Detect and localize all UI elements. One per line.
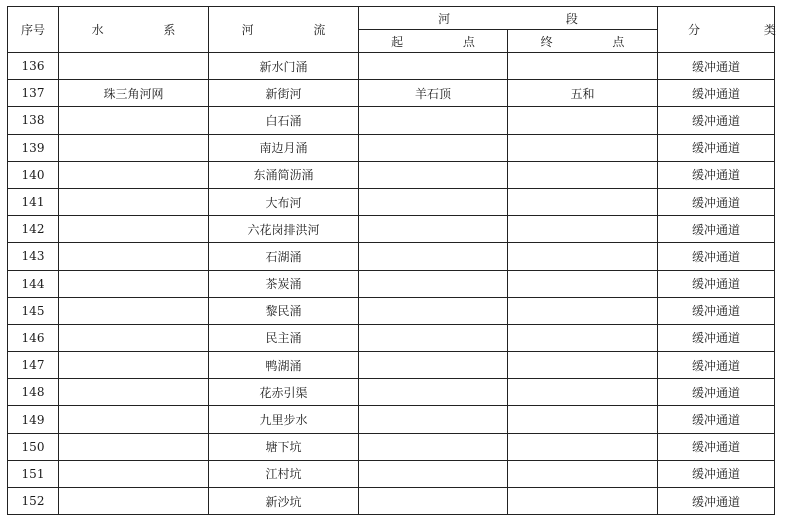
cell-seq: 151: [8, 460, 59, 487]
header-section: 河 段: [359, 7, 658, 30]
cell-category: 缓冲通道: [658, 107, 775, 134]
cell-category: 缓冲通道: [658, 216, 775, 243]
cell-category: 缓冲通道: [658, 80, 775, 107]
cell-seq: 149: [8, 406, 59, 433]
cell-start: [359, 107, 508, 134]
cell-river: 新沙坑: [209, 488, 359, 515]
table-row: [8, 107, 775, 134]
cell-end: [508, 188, 658, 215]
cell-end: [508, 270, 658, 297]
table-row: [8, 80, 775, 107]
cell-water-system: [59, 270, 209, 297]
table-row: [8, 270, 775, 297]
cell-seq: 138: [8, 107, 59, 134]
cell-seq: 144: [8, 270, 59, 297]
cell-category: 缓冲通道: [658, 161, 775, 188]
cell-water-system: [59, 53, 209, 80]
cell-water-system: 珠三角河网: [59, 80, 209, 107]
cell-river: 六花岗排洪河: [209, 216, 359, 243]
cell-river: 鸭湖涌: [209, 352, 359, 379]
river-table: [7, 6, 806, 515]
header-seq: 序号: [8, 7, 59, 53]
cell-start: [359, 460, 508, 487]
header-category: 分 类: [658, 7, 775, 53]
cell-start: [359, 134, 508, 161]
cell-river: 江村坑: [209, 460, 359, 487]
cell-water-system: [59, 324, 209, 351]
cell-river: 新水门涌: [209, 53, 359, 80]
cell-water-system: [59, 134, 209, 161]
cell-seq: 142: [8, 216, 59, 243]
cell-seq: 139: [8, 134, 59, 161]
cell-end: [508, 243, 658, 270]
cell-end: [508, 107, 658, 134]
cell-water-system: [59, 161, 209, 188]
cell-end: [508, 379, 658, 406]
cell-start: [359, 243, 508, 270]
table-row: [8, 188, 775, 215]
cell-end: [508, 161, 658, 188]
cell-river: 茶炭涌: [209, 270, 359, 297]
cell-category: 缓冲通道: [658, 134, 775, 161]
cell-end: 五和: [508, 80, 658, 107]
cell-start: [359, 188, 508, 215]
cell-water-system: [59, 188, 209, 215]
table-row: [8, 134, 775, 161]
cell-category: 缓冲通道: [658, 433, 775, 460]
cell-water-system: [59, 243, 209, 270]
table-row: [8, 352, 775, 379]
cell-river: 新街河: [209, 80, 359, 107]
cell-water-system: [59, 216, 209, 243]
table-row: [8, 379, 775, 406]
cell-seq: 152: [8, 488, 59, 515]
cell-end: [508, 53, 658, 80]
cell-river: 大布河: [209, 188, 359, 215]
table-row: [8, 161, 775, 188]
header-end: 终 点: [508, 30, 658, 53]
header-water-system: 水 系: [59, 7, 209, 53]
cell-start: [359, 161, 508, 188]
cell-start: [359, 270, 508, 297]
cell-category: 缓冲通道: [658, 379, 775, 406]
table-row: [8, 297, 775, 324]
cell-category: 缓冲通道: [658, 460, 775, 487]
cell-river: 九里步水: [209, 406, 359, 433]
cell-category: 缓冲通道: [658, 270, 775, 297]
cell-water-system: [59, 406, 209, 433]
table-row: [8, 488, 775, 515]
cell-water-system: [59, 433, 209, 460]
cell-seq: 150: [8, 433, 59, 460]
cell-river: 塘下坑: [209, 433, 359, 460]
cell-start: [359, 352, 508, 379]
cell-category: 缓冲通道: [658, 53, 775, 80]
cell-start: [359, 216, 508, 243]
cell-seq: 143: [8, 243, 59, 270]
cell-water-system: [59, 488, 209, 515]
cell-river: 东涌简沥涌: [209, 161, 359, 188]
cell-seq: 148: [8, 379, 59, 406]
cell-category: 缓冲通道: [658, 297, 775, 324]
cell-water-system: [59, 379, 209, 406]
header-river: 河 流: [209, 7, 359, 53]
cell-end: [508, 352, 658, 379]
cell-end: [508, 134, 658, 161]
cell-end: [508, 460, 658, 487]
cell-end: [508, 406, 658, 433]
cell-end: [508, 216, 658, 243]
cell-seq: 145: [8, 297, 59, 324]
cell-category: 缓冲通道: [658, 488, 775, 515]
header-start: 起 点: [359, 30, 508, 53]
cell-category: 缓冲通道: [658, 352, 775, 379]
cell-seq: 147: [8, 352, 59, 379]
cell-water-system: [59, 460, 209, 487]
cell-water-system: [59, 297, 209, 324]
table-row: [8, 216, 775, 243]
cell-water-system: [59, 107, 209, 134]
table-row: [8, 406, 775, 433]
cell-end: [508, 324, 658, 351]
cell-river: 民主涌: [209, 324, 359, 351]
cell-start: [359, 297, 508, 324]
cell-river: 黎民涌: [209, 297, 359, 324]
table-row: [8, 53, 775, 80]
cell-seq: 146: [8, 324, 59, 351]
cell-start: [359, 488, 508, 515]
cell-river: 花赤引渠: [209, 379, 359, 406]
cell-river: 白石涌: [209, 107, 359, 134]
cell-category: 缓冲通道: [658, 324, 775, 351]
cell-water-system: [59, 352, 209, 379]
cell-start: 羊石顶: [359, 80, 508, 107]
cell-end: [508, 433, 658, 460]
cell-seq: 140: [8, 161, 59, 188]
cell-category: 缓冲通道: [658, 188, 775, 215]
cell-start: [359, 379, 508, 406]
table-row: [8, 433, 775, 460]
cell-seq: 137: [8, 80, 59, 107]
cell-river: 石湖涌: [209, 243, 359, 270]
cell-end: [508, 297, 658, 324]
cell-start: [359, 53, 508, 80]
cell-start: [359, 433, 508, 460]
cell-start: [359, 324, 508, 351]
cell-start: [359, 406, 508, 433]
cell-category: 缓冲通道: [658, 243, 775, 270]
cell-seq: 136: [8, 53, 59, 80]
table-row: [8, 460, 775, 487]
cell-river: 南边月涌: [209, 134, 359, 161]
table-row: [8, 243, 775, 270]
table-row: [8, 324, 775, 351]
cell-category: 缓冲通道: [658, 406, 775, 433]
cell-end: [508, 488, 658, 515]
cell-seq: 141: [8, 188, 59, 215]
